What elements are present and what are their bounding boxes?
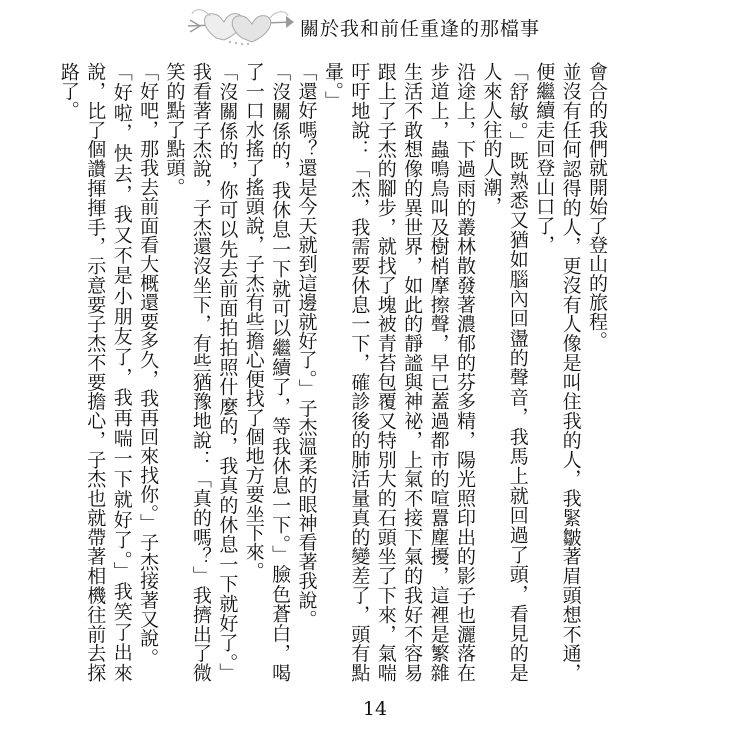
paragraph: 「沒關係的，我休息一下就可以繼續了，等我休息一下。」臉色蒼白，喝了一口水搖了搖頭說，子杰有些擔心便找了個地方要坐下來。 <box>242 62 292 682</box>
paragraph: 「好吧，那我去前面看大概還要多久，我再回來找你。」子杰接著又說。 <box>137 62 160 667</box>
paragraph: 並沒有任何認得的人，更沒有人像是叫住我的人，我緊皺著眉頭想不通，便繼續走回登山口了， <box>533 62 582 682</box>
paragraph: 「好啦，快去，我又不是小朋友了，我再喘一下就好了。」我笑了出來說，比了個讚揮揮手，示意要子杰不要擔心，子杰也就帶著相機往前去探路了。 <box>57 62 133 682</box>
page-number: 14 <box>362 698 388 720</box>
winged-hearts-arrow-icon <box>186 4 296 46</box>
paragraph: 沿途上，下過雨的叢林散發著濃郁的芬多精，陽光照印出的影子也灑落在步道上，蟲鳴鳥叫及樹梢摩擦聲，早已蓋過都市的喧囂塵擾，這裡是繁雜生活不敢想像的異世界，如此的靜謐與神祕，上氣不接下氣的我好不容易跟上了子杰的腳步，就找了塊被青苔包覆又特別大的石頭坐了下來，氣喘吁吁地說：「杰，我需要休息一下，確診後的肺活量真的變差了，頭有點暈。」 <box>321 62 476 682</box>
paragraph: 「還好嗎？還是今天就到這邊就好了。」子杰溫柔的眼神看著我說。 <box>295 62 318 629</box>
body-text <box>55 62 610 682</box>
paragraph: 會合的我們就開始了登山的旅程。 <box>586 62 608 350</box>
paragraph: 「沒關係的，你可以先去前面拍拍照什麼的，我真的休息一下就好了。」我看著子杰說，子杰還沒坐下，有些猶豫地說：「真的嗎？」我擠出了微笑的點了點頭。 <box>163 62 239 682</box>
book-title: 關於我和前任重逢的那檔事 <box>300 18 541 40</box>
paragraph: 「舒敏。」既熟悉又猶如腦內回盪的聲音，我馬上就回過了頭，看見的是人來人往的人潮， <box>480 62 529 682</box>
